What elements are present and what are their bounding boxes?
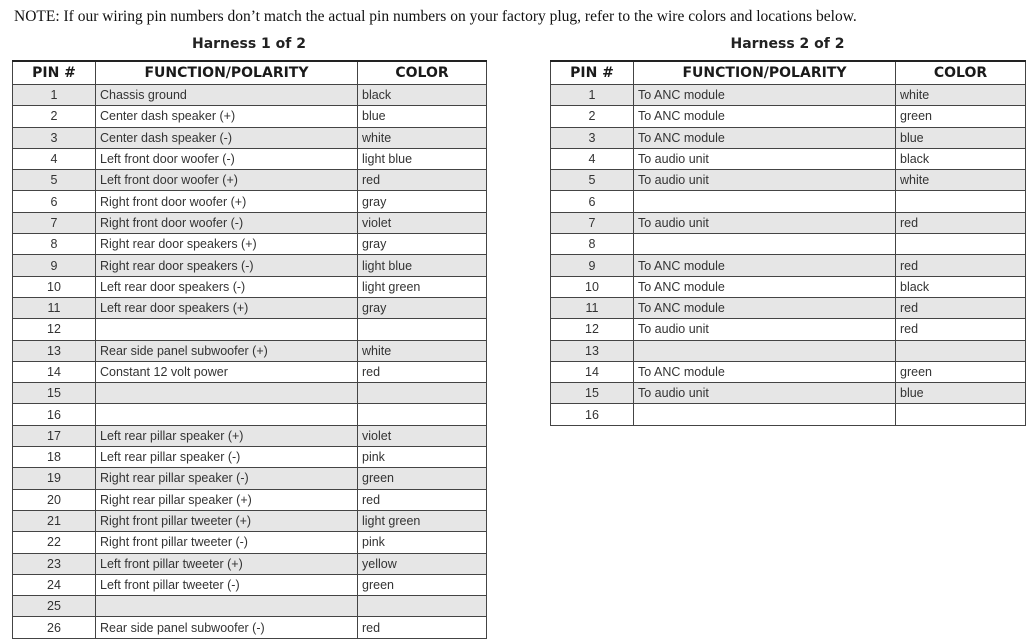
color-cell: light blue (358, 255, 487, 276)
function-cell: Right rear pillar speaker (-) (96, 468, 358, 489)
color-cell (896, 234, 1026, 255)
pin-cell: 3 (13, 127, 96, 148)
pin-cell: 12 (13, 319, 96, 340)
pin-cell: 14 (13, 361, 96, 382)
function-cell: Constant 12 volt power (96, 361, 358, 382)
table-row (551, 319, 1026, 340)
color-cell: green (896, 106, 1026, 127)
table-row (13, 383, 487, 404)
pin-cell: 1 (551, 85, 634, 106)
table-row (13, 170, 487, 191)
function-cell: Right front door woofer (-) (96, 212, 358, 233)
color-cell: gray (358, 297, 487, 318)
table-row (13, 127, 487, 148)
header-row (13, 61, 487, 85)
pin-cell: 11 (551, 297, 634, 318)
function-cell: Left front pillar tweeter (+) (96, 553, 358, 574)
harness-1-rows (13, 85, 487, 639)
function-cell: To ANC module (634, 85, 896, 106)
harness-2-title: Harness 2 of 2 (730, 36, 845, 52)
color-cell: pink (358, 447, 487, 468)
color-cell: black (896, 148, 1026, 169)
pin-cell: 3 (551, 127, 634, 148)
color-cell (358, 596, 487, 617)
function-cell: Right front door woofer (+) (96, 191, 358, 212)
pin-cell: 5 (13, 170, 96, 191)
color-cell: light green (358, 276, 487, 297)
table-row (13, 574, 487, 595)
harness-1-title: Harness 1 of 2 (191, 36, 306, 52)
function-cell: Left rear pillar speaker (+) (96, 425, 358, 446)
pin-cell: 21 (13, 510, 96, 531)
pin-cell: 14 (551, 361, 634, 382)
function-cell: Right front pillar tweeter (+) (96, 510, 358, 531)
wiring-note: NOTE: If our wiring pin numbers don’t match the actual pin numbers on your factory plug, refer to the wire colors and locations below. (14, 8, 857, 25)
function-cell: To ANC module (634, 255, 896, 276)
table-row (13, 532, 487, 553)
function-cell: Left rear pillar speaker (-) (96, 447, 358, 468)
table-row (551, 383, 1026, 404)
table-row (13, 85, 487, 106)
table-row (551, 127, 1026, 148)
harness-2-table (550, 60, 1026, 426)
pin-cell: 17 (13, 425, 96, 446)
function-cell: Left rear door speakers (-) (96, 276, 358, 297)
color-cell: gray (358, 191, 487, 212)
table-row (551, 148, 1026, 169)
color-cell (358, 319, 487, 340)
color-cell: white (358, 340, 487, 361)
pin-cell: 11 (13, 297, 96, 318)
pin-cell: 13 (551, 340, 634, 361)
function-cell: Left front door woofer (-) (96, 148, 358, 169)
pin-cell: 19 (13, 468, 96, 489)
function-cell: Left rear door speakers (+) (96, 297, 358, 318)
color-cell: green (358, 468, 487, 489)
function-cell: Right rear pillar speaker (+) (96, 489, 358, 510)
pin-cell: 7 (551, 212, 634, 233)
color-cell: red (358, 617, 487, 638)
color-cell (896, 191, 1026, 212)
color-cell: violet (358, 212, 487, 233)
header-row (551, 61, 1026, 85)
color-cell: black (358, 85, 487, 106)
table-row (13, 255, 487, 276)
table-row (551, 234, 1026, 255)
function-cell: To audio unit (634, 170, 896, 191)
table-row (13, 212, 487, 233)
pin-cell: 23 (13, 553, 96, 574)
pin-cell: 12 (551, 319, 634, 340)
table-row (13, 148, 487, 169)
color-cell (896, 340, 1026, 361)
harness-2-rows (551, 85, 1026, 426)
color-cell: red (358, 361, 487, 382)
color-cell: violet (358, 425, 487, 446)
color-cell: red (896, 297, 1026, 318)
function-cell (96, 596, 358, 617)
table-row (13, 510, 487, 531)
table-row (551, 276, 1026, 297)
color-cell: red (896, 319, 1026, 340)
table-row (13, 468, 487, 489)
pin-cell: 15 (551, 383, 634, 404)
color-cell: blue (358, 106, 487, 127)
pin-cell: 10 (13, 276, 96, 297)
table-row (13, 319, 487, 340)
function-cell: Right rear door speakers (+) (96, 234, 358, 255)
function-cell (634, 340, 896, 361)
color-cell: pink (358, 532, 487, 553)
pin-cell: 9 (551, 255, 634, 276)
table-row (13, 404, 487, 425)
function-header: FUNCTION/POLARITY (96, 61, 358, 85)
function-cell (634, 404, 896, 425)
function-cell (634, 191, 896, 212)
function-header: FUNCTION/POLARITY (634, 61, 896, 85)
pin-cell: 5 (551, 170, 634, 191)
function-cell: To ANC module (634, 106, 896, 127)
color-cell: black (896, 276, 1026, 297)
table-row (551, 255, 1026, 276)
function-cell: To ANC module (634, 361, 896, 382)
function-cell (96, 404, 358, 425)
pin-cell: 26 (13, 617, 96, 638)
table-row (13, 447, 487, 468)
pin-cell: 9 (13, 255, 96, 276)
pin-cell: 1 (13, 85, 96, 106)
color-cell: white (896, 170, 1026, 191)
pin-cell: 22 (13, 532, 96, 553)
function-cell (96, 383, 358, 404)
function-cell: To ANC module (634, 276, 896, 297)
function-cell (96, 319, 358, 340)
color-cell: red (896, 255, 1026, 276)
table-row (551, 361, 1026, 382)
pin-cell: 20 (13, 489, 96, 510)
table-row (551, 191, 1026, 212)
table-row (551, 340, 1026, 361)
table-row (13, 361, 487, 382)
pin-cell: 2 (551, 106, 634, 127)
function-cell: To audio unit (634, 319, 896, 340)
function-cell: Left front pillar tweeter (-) (96, 574, 358, 595)
pin-cell: 8 (551, 234, 634, 255)
function-cell: Center dash speaker (-) (96, 127, 358, 148)
pin-cell: 15 (13, 383, 96, 404)
color-cell: light blue (358, 148, 487, 169)
harness-1-section (12, 34, 486, 639)
pin-cell: 16 (551, 404, 634, 425)
color-cell: white (896, 85, 1026, 106)
pin-cell: 4 (13, 148, 96, 169)
table-row (551, 212, 1026, 233)
color-cell: green (896, 361, 1026, 382)
color-header: COLOR (358, 61, 487, 85)
function-cell: Right rear door speakers (-) (96, 255, 358, 276)
color-cell: white (358, 127, 487, 148)
pin-cell: 16 (13, 404, 96, 425)
color-cell: gray (358, 234, 487, 255)
color-cell: red (358, 170, 487, 191)
function-cell: To ANC module (634, 127, 896, 148)
pin-cell: 10 (551, 276, 634, 297)
pin-header: PIN # (551, 61, 634, 85)
harness-1-table (12, 60, 487, 639)
pin-header: PIN # (13, 61, 96, 85)
pin-cell: 13 (13, 340, 96, 361)
table-row (551, 404, 1026, 425)
table-row (13, 276, 487, 297)
color-cell: green (358, 574, 487, 595)
table-row (551, 106, 1026, 127)
harness-2-section (550, 34, 1025, 426)
function-cell: Rear side panel subwoofer (+) (96, 340, 358, 361)
table-row (13, 106, 487, 127)
table-row (13, 234, 487, 255)
pin-cell: 6 (551, 191, 634, 212)
pin-cell: 25 (13, 596, 96, 617)
color-cell: blue (896, 383, 1026, 404)
function-cell (634, 234, 896, 255)
table-row (551, 170, 1026, 191)
pin-cell: 18 (13, 447, 96, 468)
table-row (13, 425, 487, 446)
function-cell: Right front pillar tweeter (-) (96, 532, 358, 553)
function-cell: Center dash speaker (+) (96, 106, 358, 127)
function-cell: Left front door woofer (+) (96, 170, 358, 191)
color-cell (896, 404, 1026, 425)
color-cell: yellow (358, 553, 487, 574)
color-cell (358, 383, 487, 404)
function-cell: Rear side panel subwoofer (-) (96, 617, 358, 638)
table-row (13, 553, 487, 574)
color-header: COLOR (896, 61, 1026, 85)
function-cell: To ANC module (634, 297, 896, 318)
color-cell (358, 404, 487, 425)
pin-cell: 6 (13, 191, 96, 212)
color-cell: light green (358, 510, 487, 531)
function-cell: To audio unit (634, 383, 896, 404)
function-cell: Chassis ground (96, 85, 358, 106)
pin-cell: 4 (551, 148, 634, 169)
pin-cell: 24 (13, 574, 96, 595)
color-cell: blue (896, 127, 1026, 148)
color-cell: red (896, 212, 1026, 233)
color-cell: red (358, 489, 487, 510)
pin-cell: 8 (13, 234, 96, 255)
table-row (13, 617, 487, 638)
function-cell: To audio unit (634, 148, 896, 169)
pin-cell: 2 (13, 106, 96, 127)
table-row (13, 191, 487, 212)
table-row (551, 85, 1026, 106)
table-row (551, 297, 1026, 318)
table-row (13, 489, 487, 510)
table-row (13, 297, 487, 318)
function-cell: To audio unit (634, 212, 896, 233)
table-row (13, 340, 487, 361)
pin-cell: 7 (13, 212, 96, 233)
table-row (13, 596, 487, 617)
